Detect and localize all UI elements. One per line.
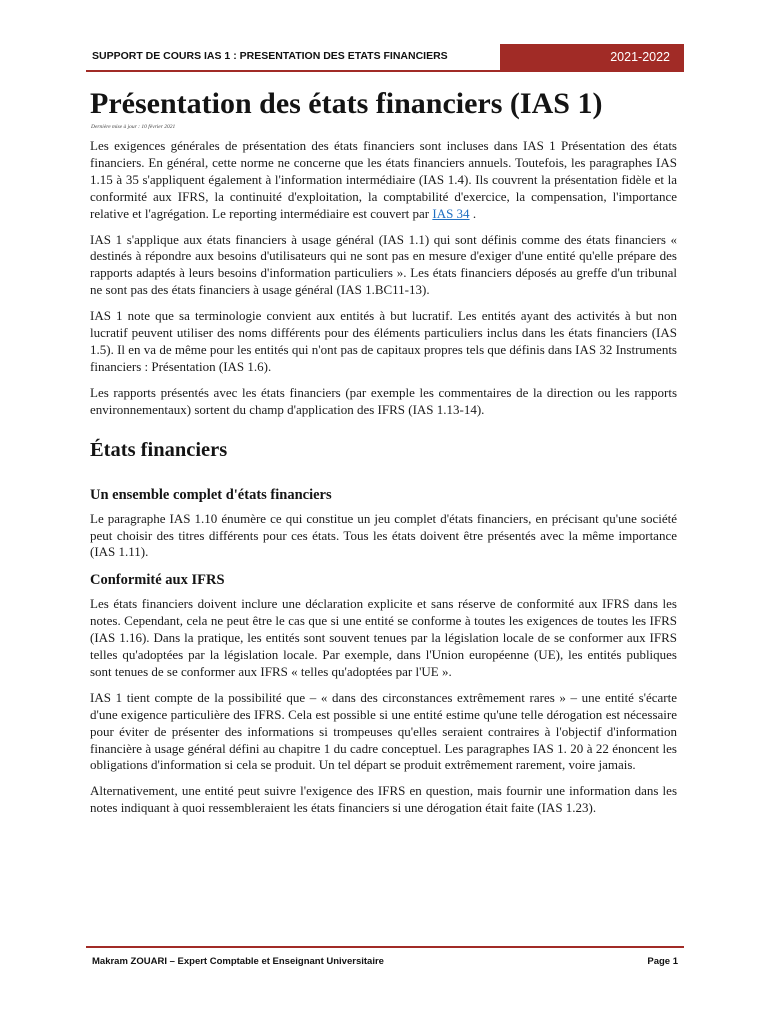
intro-paragraph-2: IAS 1 s'applique aux états financiers à usage général (IAS 1.1) qui sont définis comme des états financiers « destinés à répondre aux besoins d'utilisateurs qui ne sont pas en mesure d'exiger d'une entité qu'elle prépare des rapports adaptés à leurs besoins d'information particuliers ». Les états financiers déposés au greffe d'un tribunal ne sont pas des états financiers à usage général (IAS 1.BC11-13). [90,231,677,298]
conformite-paragraph-3: Alternativement, une entité peut suivre l'exigence des IFRS en question, mais fournir une information dans les notes indiquant à quoi ressembleraient les états financiers si une dérogation était faite (IAS 1.23). [90,783,677,816]
conformite-paragraph-1: Les états financiers doivent inclure une déclaration explicite et sans réserve de conformité aux IFRS dans les notes. Cependant, cela ne peut être le cas que si une entité se conforme à toutes les exigences de toutes les IFRS (IAS 1.16). Dans la pratique, les entités sont souvent tenues par la législation locale de se conformer aux IFRS telles qu'adoptées par la législation locale. Par exemple, dans l'Union européenne (UE), les entités publiques sont tenues de se conformer aux IFRS « telles qu'adoptées par l'UE ». [90,596,677,679]
header-course-title: SUPPORT DE COURS IAS 1 : PRESENTATION DES ETATS FINANCIERS [92,50,448,62]
subheading-conformite-ifrs: Conformité aux IFRS [90,572,225,589]
intro-paragraph-3: IAS 1 note que sa terminologie convient aux entités à but lucratif. Les entités ayant des activités à but non lucratif peuvent utiliser des noms différents pour des éléments particuliers inclus dans les états financiers (IAS 1.5). Il en va de même pour les entités qui n'ont pas de capitaux propres tels que définis dans IAS 32 Instruments financiers : Présentation (IAS 1.6). [90,308,677,374]
page-footer [86,946,684,967]
section-heading-etats-financiers: États financiers [90,438,228,461]
page-header [86,44,684,72]
ias34-link[interactable]: IAS 34 [432,205,470,221]
document-title: Présentation des états financiers (IAS 1) [90,87,603,120]
intro-paragraph-1-tail: . [469,205,477,221]
intro-paragraph-1-text: Les exigences générales de présentation des états financiers sont incluses dans IAS 1 Présentation des états financiers. En général, cette norme ne concerne que les états financiers annuels. Toutefois, les paragraphes IAS 1.15 à 35 s'appliquent également à l'information intermédiaire (IAS 1.4). Ils couvrent la présentation fidèle et la conformité aux IFRS, la continuité d'exploitation, la comptabilité d'exercice, la compensation, l'importance relative et l'agrégation. Le reporting intermédiaire est couvert par [90,138,677,221]
intro-paragraph-1 [90,138,677,223]
intro-paragraph-4: Les rapports présentés avec les états financiers (par exemple les commentaires de la direction ou les rapports environnementaux) sortent du champ d'application des IFRS (IAS 1.13-14). [90,384,677,417]
ensemble-complet-paragraph: Le paragraphe IAS 1.10 énumère ce qui constitue un jeu complet d'états financiers, en précisant qu'une société peut choisir des titres différents pour ces états. Tous les états doivent être présentés avec la même importance (IAS 1.11). [90,510,677,560]
update-note: Dernière mise à jour : 10 février 2021 [91,124,176,130]
footer-author: Makram ZOUARI – Expert Comptable et Enseignant Universitaire [92,956,384,967]
header-year-badge: 2021-2022 [500,44,684,70]
subheading-ensemble-complet: Un ensemble complet d'états financiers [90,486,332,503]
footer-page-number: Page 1 [647,956,678,967]
document-body [90,84,677,826]
conformite-paragraph-2: IAS 1 tient compte de la possibilité que – « dans des circonstances extrêmement rares » – une entité s'écarte d'une exigence particulière des IFRS. Cela est possible si une entité estime qu'une telle dérogation est nécessaire pour éviter de présenter des informations si trompeuses qu'elles seraient contraires à l'objectif d'information financière à usage général défini au chapitre 1 du cadre conceptuel. Les paragraphes IAS 1. 20 à 22 énoncent les obligations d'information si cela se produit. Un tel départ se produit extrêmement rarement, voire jamais. [90,689,677,773]
